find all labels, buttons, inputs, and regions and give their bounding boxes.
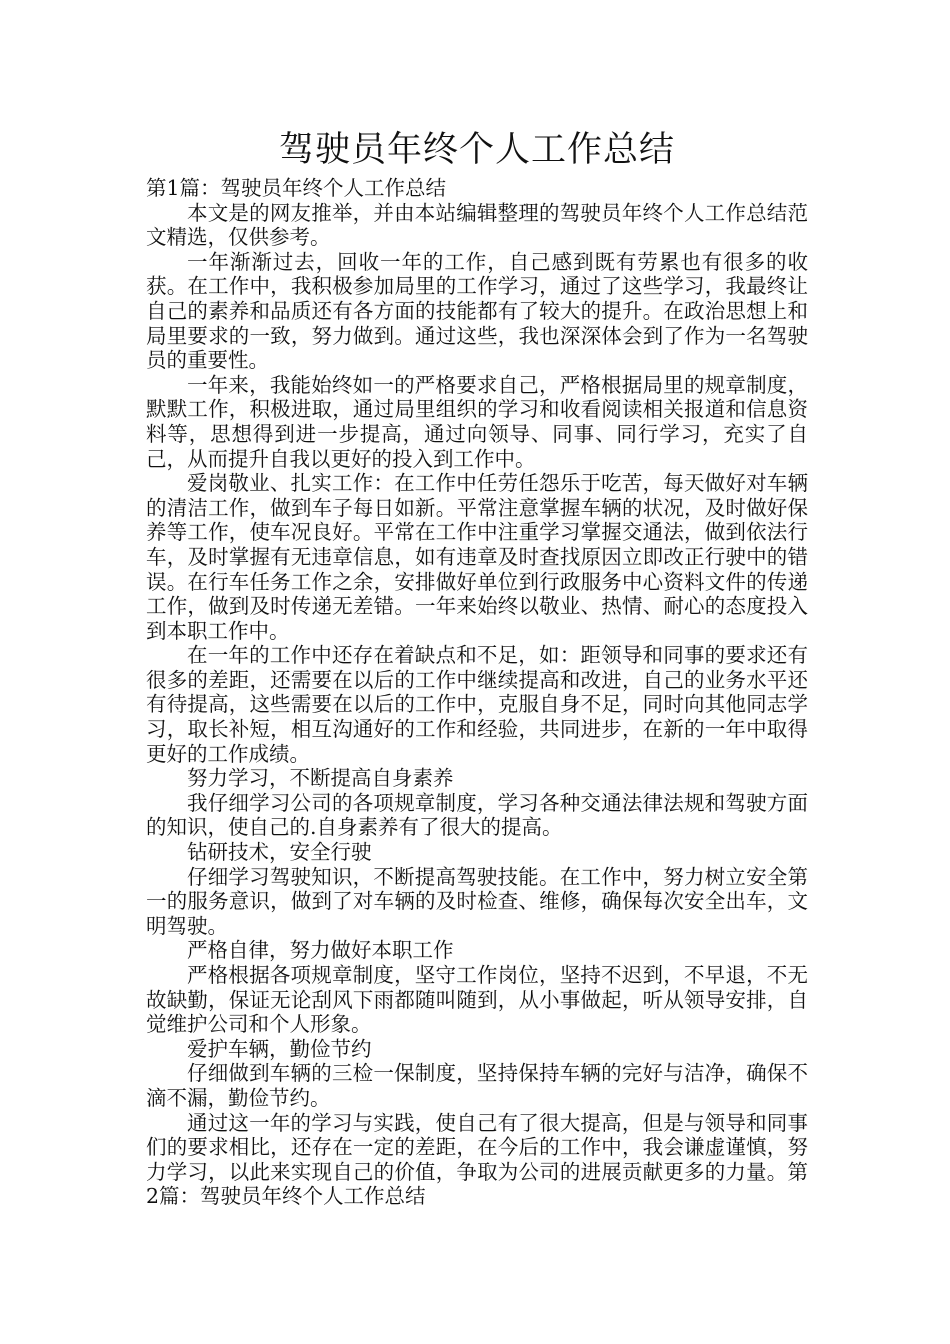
section-heading: 严格自律，努力做好本职工作	[187, 938, 454, 963]
paragraph: 仔细学习驾驶知识，不断提高驾驶技能。在工作中，努力树立安全第一的服务意识，做到了对车辆的及时检查、维修，确保每次安全出车，文明驾驶。	[146, 864, 808, 938]
document-page	[146, 124, 808, 1209]
section-heading: 钻研技术，安全行驶	[187, 840, 372, 865]
section-heading: 爱护车辆，勤俭节约	[187, 1036, 372, 1061]
paragraph: 仔细做到车辆的三检一保制度，坚持保持车辆的完好与洁净，确保不滴不漏，勤俭节约。	[146, 1061, 808, 1110]
paragraph: 通过这一年的学习与实践，使自己有了很大提高，但是与领导和同事们的要求相比，还存在一定的差距，在今后的工作中，我会谦虚谨慎，努力学习，以此来实现自己的价值，争取为公司的进展贡献更多的力量。第2篇：驾驶员年终个人工作总结	[146, 1110, 808, 1209]
paragraph: 我仔细学习公司的各项规章制度，学习各种交通法律法规和驾驶方面的知识，使自己的.自身素养有了很大的提高。	[146, 790, 808, 840]
document-title: 驾驶员年终个人工作总结	[278, 130, 675, 170]
paragraph: 爱岗敬业、扎实工作：在工作中任劳任怨乐于吃苦，每天做好对车辆的清洁工作，做到车子每日如新。平常注意掌握车辆的状况，及时做好保养等工作，使车况良好。平常在工作中注重学习掌握交通法，做到依法行车，及时掌握有无违章信息，如有违章及时查找原因立即改正行驶中的错误。在行车任务工作之余，安排做好单位到行政服务中心资料文件的传递工作，做到及时传递无差错。一年来始终以敬业、热情、耐心的态度投入到本职工作中。	[146, 471, 808, 643]
section-heading: 努力学习，不断提高自身素养	[187, 766, 454, 791]
paragraph: 一年渐渐过去，回收一年的工作，自己感到既有劳累也有很多的收获。在工作中，我积极参加局里的工作学习，通过了这些学习，我最终让自己的素养和品质还有各方面的技能都有了较大的提升。在政治思想上和局里要求的一致，努力做到。通过这些，我也深深体会到了作为一名驾驶员的重要性。	[146, 249, 808, 373]
paragraph: 一年来，我能始终如一的严格要求自己，严格根据局里的规章制度，默默工作，积极进取，通过局里组织的学习和收看阅读相关报道和信息资料等，思想得到进一步提高，通过向领导、同事、同行学习，充实了自己，从而提升自我以更好的投入到工作中。	[146, 372, 808, 471]
paragraph: 本文是的网友推举，并由本站编辑整理的驾驶员年终个人工作总结范文精选，仅供参考。	[146, 200, 808, 250]
paragraph: 第1篇：驾驶员年终个人工作总结	[146, 176, 447, 200]
document-body	[146, 176, 808, 1209]
paragraph: 严格根据各项规章制度，坚守工作岗位，坚持不迟到，不早退，不无故缺勤，保证无论刮风下雨都随叫随到，从小事做起，听从领导安排，自觉维护公司和个人形象。	[146, 963, 808, 1037]
paragraph: 在一年的工作中还存在着缺点和不足，如：距领导和同事的要求还有很多的差距，还需要在以后的工作中继续提高和改进，自己的业务水平还有待提高，这些需要在以后的工作中，克服自身不足，同时向其他同志学习，取长补短，相互沟通好的工作和经验，共同进步，在新的一年中取得更好的工作成绩。	[146, 643, 808, 766]
